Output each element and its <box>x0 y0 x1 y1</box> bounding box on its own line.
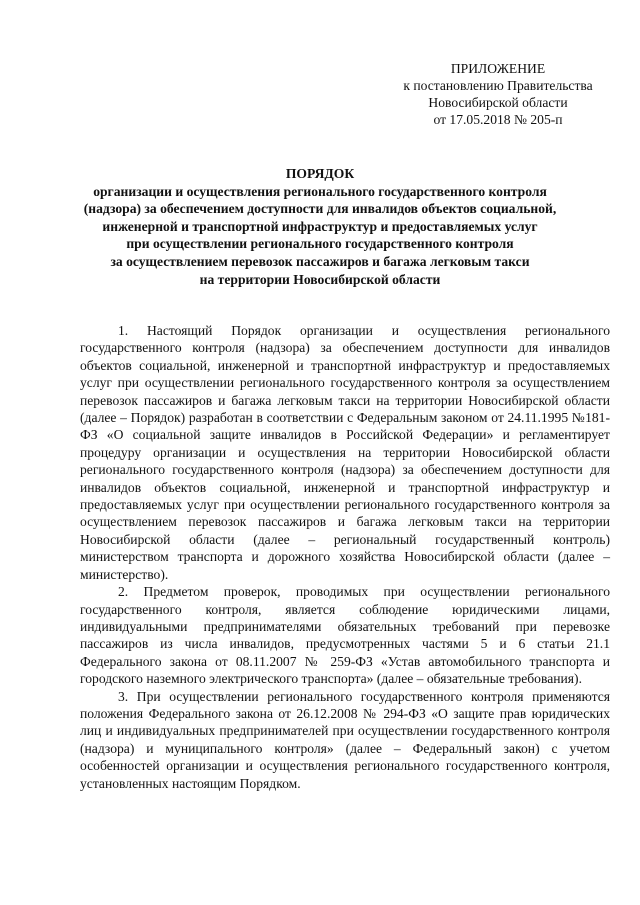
title-line: инженерной и транспортной инфраструктур и предоставляемых услуг <box>102 218 538 234</box>
appendix-header <box>388 60 608 128</box>
title-line: при осуществлении регионального государственного контроля <box>126 236 514 252</box>
paragraph-3: 3. При осуществлении регионального государственного контроля применяются положения Федерального закона от 26.12.2008 № 294-ФЗ «О защите прав юридических лиц и индивидуальных предпринимателей при осуществлении государственного контроля (надзора) и муниципального контроля» (далее – Федеральный закон) с учетом особенностей организации и осуществления регионального государственного контроля, установленных настоящим Порядком. <box>80 688 610 791</box>
document-title <box>50 165 590 288</box>
title-line: за осуществлением перевозок пассажиров и багажа легковым такси <box>110 253 530 269</box>
title-line: организации и осуществления регионального государственного контроля <box>93 183 547 199</box>
paragraph-1: 1. Настоящий Порядок организации и осуществления регионального государственного контроля (надзора) за обеспечением доступности для инвалидов объектов социальной, инженерной и транспортной инфраструктур и предоставляемых услуг при осуществлении регионального государственного контроля за осуществлением перевозок пассажиров и багажа легковым такси на территории Новосибирской области (далее – Порядок) разработан в соответствии с Федеральным законом от 24.11.1995 №181-ФЗ «О социальной защите инвалидов в Российской Федерации» и регламентирует процедуру организации и осуществления на территории Новосибирской области регионального государственного контроля (надзора) за обеспечением доступности для инвалидов объектов социальной, инженерной и транспортной инфраструктур и предоставляемых услуг при осуществлении регионального государственного контроля за осуществлением перевозок пассажиров и багажа легковым такси на территории Новосибирской области (далее – региональный государственный контроль) министерством транспорта и дорожного хозяйства Новосибирской области (далее – министерство). <box>80 323 610 582</box>
appendix-label: ПРИЛОЖЕНИЕ <box>450 61 546 76</box>
paragraph-2: 2. Предметом проверок, проводимых при осуществлении регионального государственного контроля, является соблюдение юридическими лицами, индивидуальными предпринимателями обязательных требований при перевозке пассажиров из числа инвалидов, предусмотренных частями 5 и 6 статьи 21.1 Федерального закона от 08.11.2007 № 259-ФЗ «Устав автомобильного транспорта и городского наземного электрического транспорта» (далее – обязательные требования). <box>80 584 610 687</box>
appendix-date-number-line: от 17.05.2018 № 205-п <box>433 112 563 127</box>
appendix-resolution-line: к постановлению Правительства <box>403 78 593 93</box>
document-body <box>80 322 610 792</box>
title-heading: ПОРЯДОК <box>285 166 355 181</box>
title-line: на территории Новосибирской области <box>199 271 441 287</box>
title-line: (надзора) за обеспечением доступности для инвалидов объектов социальной, <box>83 201 557 217</box>
appendix-region-line: Новосибирской области <box>428 95 568 110</box>
